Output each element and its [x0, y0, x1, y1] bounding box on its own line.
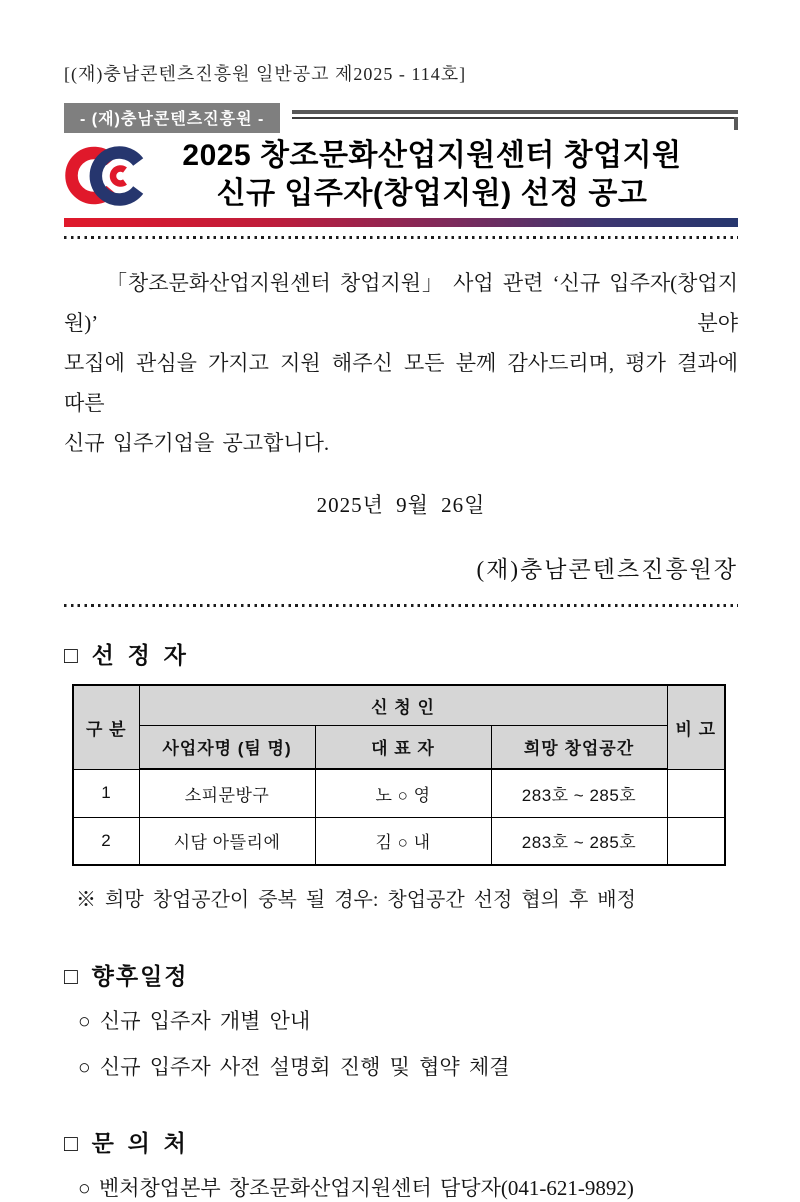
contact-item-1: ○ 벤처창업본부 창조문화산업지원센터 담당자(041-621-9892): [78, 1176, 634, 1200]
title-line-1: 2025 창조문화산업지원센터 창업지원: [182, 139, 682, 172]
selection-table: [72, 684, 726, 866]
table-row: [73, 769, 725, 817]
gradient-rule: [64, 218, 738, 227]
cell-note: [667, 769, 725, 817]
intro-line-3: 신규 입주기업을 공고합니다.: [64, 431, 330, 455]
title-banner: [64, 137, 738, 213]
cell-ceo: 김 ○ 내: [315, 817, 491, 865]
section-heading-contact: □ 문 의 처: [64, 1131, 188, 1156]
col-header-bigo: 비 고: [667, 685, 725, 769]
col-header-gubun: 구 분: [73, 685, 139, 769]
intro-paragraph: [64, 263, 738, 463]
agency-badge: - (재)충남콘텐츠진흥원 -: [64, 103, 280, 133]
title-line-2: 신규 입주자(창업지원) 선정 공고: [216, 177, 648, 210]
signature-line: (재)충남콘텐츠진흥원장: [476, 557, 738, 582]
agency-badge-row: [64, 103, 738, 133]
doc-number-line: [(재)충남콘텐츠진흥원 일반공고 제2025 - 114호]: [64, 64, 467, 84]
sub-col-ceo: 대 표 자: [315, 725, 491, 769]
table-row: [73, 817, 725, 865]
sub-col-business: 사업자명 (팀 명): [139, 725, 315, 769]
double-rule: [292, 103, 738, 133]
double-rule-corner-stub: [734, 117, 738, 130]
cell-business: 소피문방구: [139, 769, 315, 817]
section-heading-selected: □ 선 정 자: [64, 643, 188, 668]
cell-space: 283호 ~ 285호: [491, 817, 667, 865]
cell-space: 283호 ~ 285호: [491, 769, 667, 817]
table-footnote: ※ 희망 창업공간이 중복 될 경우: 창업공간 선정 협의 후 배정: [76, 889, 636, 911]
schedule-item-2: ○ 신규 입주자 사전 설명회 진행 및 협약 체결: [78, 1055, 510, 1079]
schedule-item-1: ○ 신규 입주자 개별 안내: [78, 1009, 311, 1033]
intro-line-1: 「창조문화산업지원센터 창업지원」 사업 관련 ‘신규 입주자(창업지원)’ 분야: [64, 271, 738, 335]
document-title: [156, 137, 738, 213]
col-header-applicant: 신 청 인: [139, 685, 667, 725]
dotted-separator-top: [64, 236, 738, 239]
double-rule-bottom: [292, 117, 735, 119]
cell-no: 2: [73, 817, 139, 865]
double-rule-top: [292, 110, 738, 114]
cell-business: 시담 아뜰리에: [139, 817, 315, 865]
cell-no: 1: [73, 769, 139, 817]
cell-note: [667, 817, 725, 865]
section-heading-schedule: □ 향후일정: [64, 964, 189, 989]
cc-logo-icon: [64, 137, 156, 213]
sub-col-space: 희망 창업공간: [491, 725, 667, 769]
announcement-date: 2025년 9월 26일: [316, 493, 486, 517]
cell-ceo: 노 ○ 영: [315, 769, 491, 817]
dotted-separator-bottom: [64, 604, 738, 607]
intro-line-2: 모집에 관심을 가지고 지원 해주신 모든 분께 감사드리며, 평가 결과에 따른: [64, 351, 738, 415]
